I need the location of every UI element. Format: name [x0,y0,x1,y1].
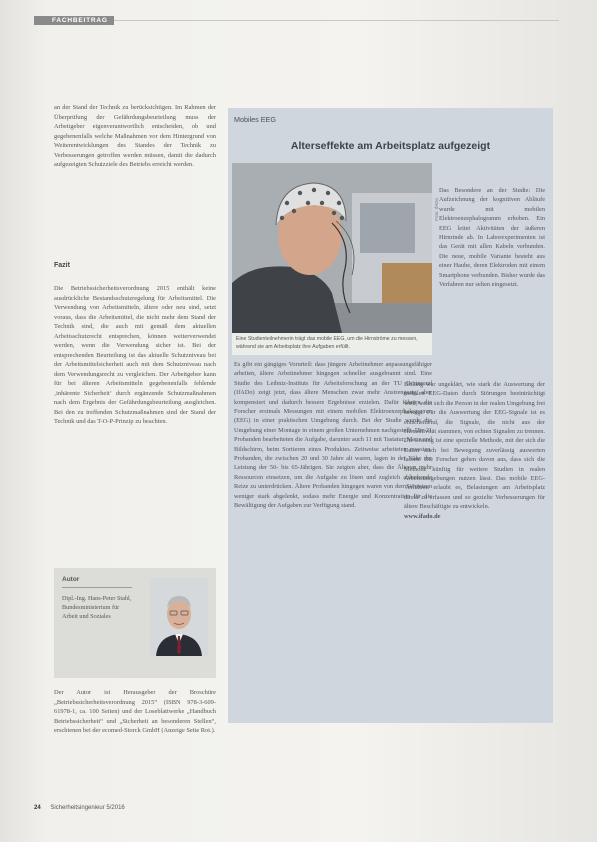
author-rule [62,587,132,588]
author-label: Autor [62,576,80,583]
section-label: FACHBEITRAG [52,17,108,24]
author-portrait-image [150,578,208,656]
section-tag [34,16,114,25]
box-kicker: Mobiles EEG [234,115,276,124]
box-column-2-bottom [404,380,545,521]
intro-paragraph: an der Stand der Technik zu berücksichtigen. Im Rahmen der Überprüfung der Gefährdungsbeurteilung muss der Arbeitgeber eigenverantwortlich entscheiden, ob und gegebenenfalls welche Maßnahmen vor dem Hintergrund von Weiterentwicklungen des Standes der Technik zu Verbesserungen getroffen werden müssen, damit die dadurch aufgezeigten Schutzziele des Betriebs erreicht werden. [54,104,216,168]
author-box [54,568,216,678]
box-col2-paragraph: Das Besondere an der Studie: Die Aufzeichnung der kognitiven Abläufe wurde mit mobilen Elektroenzephalogramm erhoben. Ein EEG leitet Aktivitäten der äußeren Hirnrinde ab. In Laborexperimenten ist das Gerät mit allen Kabeln verbunden. Die neue, mobile Variante besteht aus einer Haube, deren Elektroden mit einem Smartphone verbunden. Bisher wurde das Verfahren nur selten eingesetzt. [439,187,545,289]
eeg-study-image [232,163,432,333]
eeg-photo [232,163,432,333]
publication-name: Sicherheitsingenieur 5/2016 [50,805,125,811]
left-intro [54,103,216,170]
author-text: Dipl.-Ing. Hans-Peter Stahl, Bundesministerium für Arbeit und Soziales [62,595,132,620]
fazit-body [54,284,216,427]
photo-caption [232,333,432,355]
fazit-heading: Fazit [54,262,70,269]
fazit-paragraph: Die Betriebssicherheitsverordnung 2015 enthält keine ausdrückliche Bestandsschutzregelung für Arbeitsmittel. Die Verwendung von Arbeitsmitteln, ältere oder neu sind, setzt voraus, dass die Arbeitsmittel, die nicht mehr dem Stand der Technik sind, die auch mit gemäß dem aktuellen Arbeitsschutzrecht entsprechen, können weiterverwendet werden, wenn die Verwendung sicher ist. Bei der entsprechenden Beurteilung ist das aktuelle Schutzniveau bei der Arbeitsmittelsicherheit auch mit dem Schutzniveau nach dem Verwendungsrecht zu vergleichen. Der Arbeitgeber kann für bei älteren Arbeitsmitteln gegebenenfalls fehlende ‚inhärente Sicherheit‘ durch ergänzende Schutzmaßnahmen nach dem Ergebnis der Gefährdungsbeurteilung ausgleichen. Bei den zu treffenden Schutzmaßnahmen sind der Stand der Technik und das T-O-P-Prinzip zu beachten. [54,285,216,425]
page-number: 24 [34,805,41,811]
photo-credit: Foto: IfADo [434,198,439,221]
reference-text [54,688,216,736]
box-column-2-top [439,186,545,289]
box-col1-paragraph: Es gibt ein gängiges Vorurteil: dass jüngere Arbeitnehmer anpassungsfähiger arbeiten, ältere Arbeitnehmer hingegen schneller ausgebrannt sind. Eine Studie des Leibniz-Instituts für Arbeitsforschung an der TU Dortmund (IfADo) zeigt jetzt, dass ältere Menschen zwar mehr Anstrengung, aber kompensiert und dadurch bessere Ergebnisse erzielen. Dafür führten die Forscher erstmals Messungen mit einem mobilen Elektroenzephalogramm (EEG) in einer praktischen Umgebung durch. Bei der Studie wurde die Umgebung einer Montage in einem großen Unternehmen nachgestellt. Die 21 Probanden bearbeiteten die Aufgabe, darunter auch 11 mit Tastatur, Maus und Bildschirm, beim Sortieren eines Produktes. Zeitweise arbeiteten mussten. Probanden, die zwischen 20 und 30 Jahre alt waren, lagen in der Nähe der Leistung der 50- bis 65-Jährigen. Sie zeigten aber, dass die Älteren mehr Ressourcen einsetzen, um die Aufgabe zu lösen und zugleich ablenkende Reize zu unterdrücken. Ältere Probanden hingegen waren von den Störreizen weniger stark abgelenkt, sodass mehr Energie und Konzentration für die Bewältigung der Aufgaben zur Verfügung stand. [234,361,432,510]
info-box [228,108,553,723]
page-footer [34,805,125,811]
photo-caption-text: Eine Studienteilnehmerin trägt das mobile EEG, um die Hirnströme zu messen, während sie am Arbeitsplatz ihre Aufgaben erfüllt. [236,336,418,350]
header-rule [114,20,559,21]
box-col2b-paragraph: Bislang war ungeklärt, wie stark die Auswertung der mobilen EEG-Daten durch Störungen beeinträchtigt wird, wenn sich die Person in der realen Umgebung frei bewegt. Für die Auswertung der EEG-Signale ist es entscheidend, die Signale, die nicht aus der Hirnaktivität stammen, von echten Signalen zu trennen. Die Lösung ist eine spezielle Methode, mit der sich die Daten auch bei Bewegung zuverlässig auswerten lassen. Die Forscher gehen davon aus, dass sich die Methode künftig für weitere Studien in realen Arbeitsumgebungen nutzen lässt. Das mobile EEG-Verfahren erlaubt es, Belastungen am Arbeitsplatz direkt zu erfassen und so gezielte Verbesserungen für ältere Beschäftigte zu entwickeln. [404,381,545,511]
box-url-link[interactable]: www.ifado.de [404,512,441,520]
reference-paragraph: Der Autor ist Herausgeber der Broschüre „Betriebssicherheitsverordnung 2015“ (ISBN 978-3-609-61978-1, ca. 100 Seiten) und der Loseblattwerke „Handbuch Betriebssicherheit“ und „Sicherheit an besonderen Stellen“, erschienen bei der ecomed-Storck GmbH (Anzeige Seite Rot.). [54,689,216,734]
author-photo [150,578,208,656]
box-column-1 [234,360,432,511]
box-title: Alterseffekte am Arbeitsplatz aufgezeigt [290,140,491,152]
